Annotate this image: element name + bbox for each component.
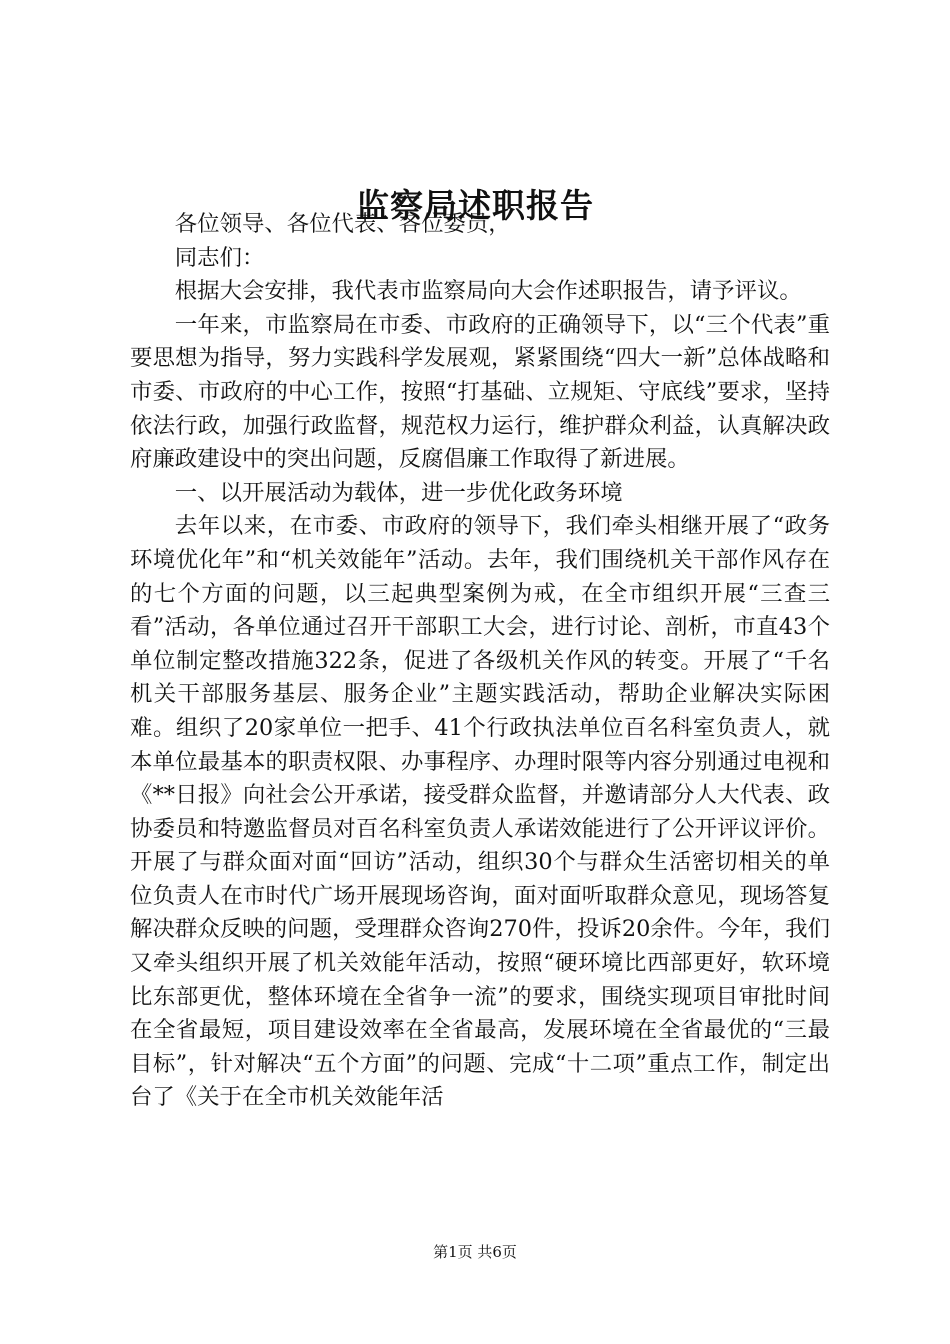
- salutation-comrades-paragraph: 同志们：: [174, 244, 265, 271]
- summary-paragraph: 一年来，市监察局在市委、市政府的正确领导下，以“三个代表”重要思想为指导，努力实践科学发展观，紧紧围绕“四大一新”总体战略和市委、市政府的中心工作，按照“打基础、立规矩、守底线”要求，坚持依法行政，加强行政监督，规范权力运行，维护群众利益，认真解决政府廉政建设中的突出问题，反腐倡廉工作取得了新进展。: [130, 311, 830, 473]
- page-footer: 第1页 共6页: [433, 1243, 517, 1261]
- section-body-paragraph: 去年以来，在市委、市政府的领导下，我们牵头相继开展了“政务环境优化年”和“机关效能年”活动。去年，我们围绕机关干部作风存在的七个方面的问题，以三起典型案例为戒，在全市组织开展“三查三看”活动，各单位通过召开干部职工大会，进行讨论、剖析，市直43个单位制定整改措施322条，促进了各级机关作风的转变。开展了“千名机关干部服务基层、服务企业”主题实践活动，帮助企业解决实际困难。组织了20家单位一把手、41个行政执法单位百名科室负责人，就本单位最基本的职责权限、办事程序、办理时限等内容分别通过电视和《**日报》向社会公开承诺，接受群众监督，并邀请部分人大代表、政协委员和特邀监督员对百名科室负责人承诺效能进行了公开评议评价。开展了与群众面对面“回访”活动，组织30个与群众生活密切相关的单位负责人在市时代广场开展现场咨询，面对面听取群众意见，现场答复解决群众反映的问题，受理群众咨询270件，投诉20余件。今年，我们又牵头组织开展了机关效能年活动，按照“硬环境比西部更好，软环境比东部更优，整体环境在全省争一流”的要求，围绕实现项目审批时间在全省最短，项目建设效率在全省最高，发展环境在全省最优的“三最目标”，针对解决“五个方面”的问题、完成“十二项”重点工作，制定出台了《关于在全市机关效能年活: [130, 513, 830, 1111]
- page-title: 监察局述职报告: [356, 186, 594, 225]
- document-body: [130, 208, 830, 1115]
- intro-paragraph: 根据大会安排，我代表市监察局向大会作述职报告，请予评议。: [174, 278, 802, 305]
- salutation-paragraph: 各位领导、各位代表、各位委员，: [174, 211, 511, 237]
- section-heading: 一、以开展活动为载体，进一步优化政务环境: [174, 479, 623, 506]
